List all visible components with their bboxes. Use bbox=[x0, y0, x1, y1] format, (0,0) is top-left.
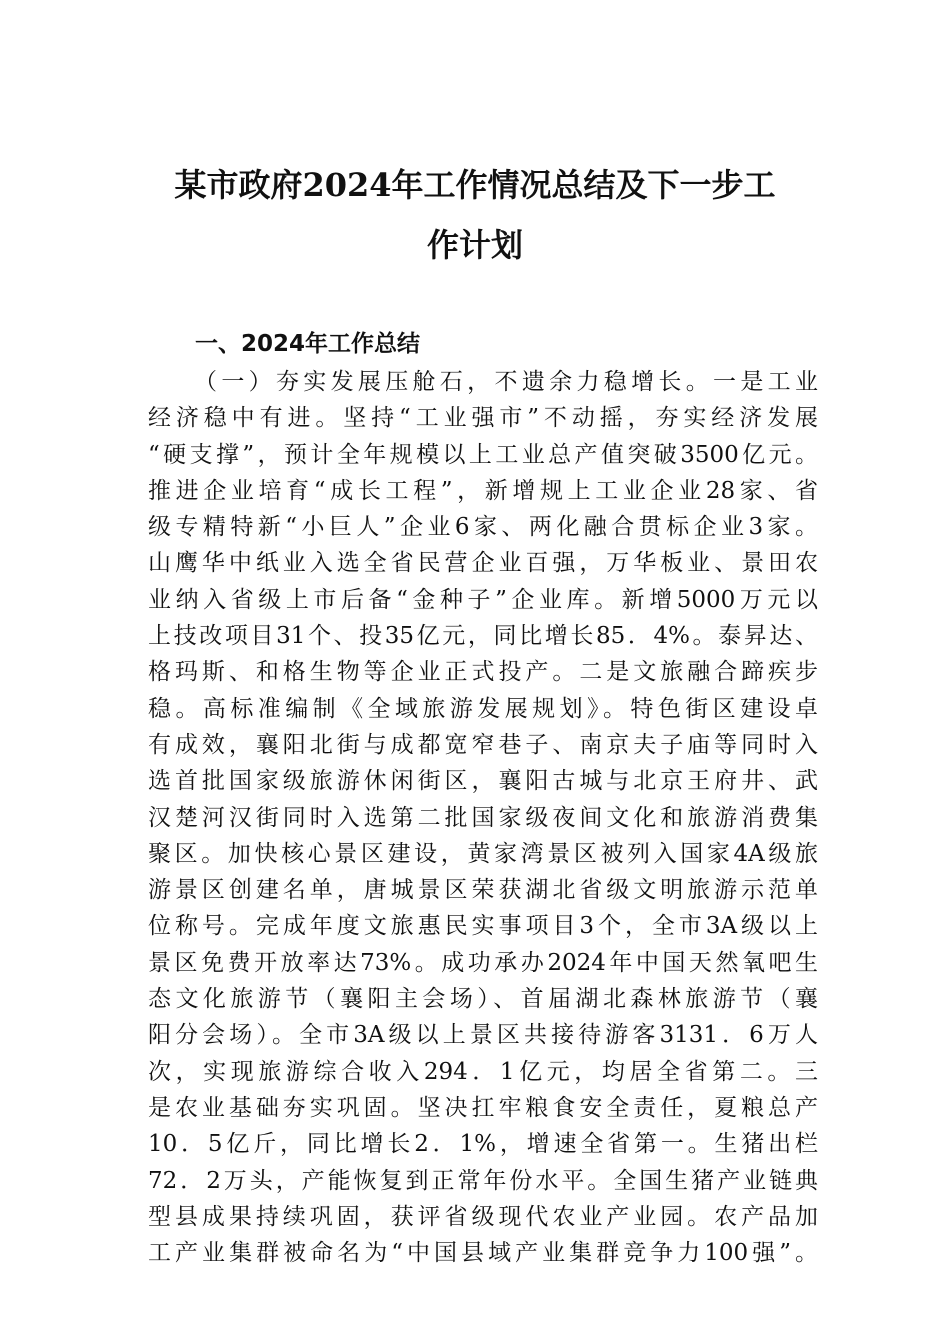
body-line: 聚区。加快核心景区建设，黄家湾景区被列入国家4A级旅 bbox=[148, 840, 818, 867]
body-line: 型县成果持续巩固，获评省级现代农业产业园。农产品加 bbox=[148, 1203, 818, 1230]
body-line: 工产业集群被命名为“中国县域产业集群竞争力100强”。 bbox=[148, 1240, 818, 1267]
body-paragraph bbox=[148, 364, 818, 1271]
body-line: 上技改项目31个、投35亿元，同比增长85．4%。泰昇达、 bbox=[148, 623, 818, 650]
body-line: 位称号。完成年度文旅惠民实事项目3个，全市3A级以上 bbox=[148, 913, 818, 940]
body-line: 选首批国家级旅游休闲街区，襄阳古城与北京王府井、武 bbox=[148, 768, 818, 795]
body-line: 10．5亿斤，同比增长2．1%，增速全省第一。生猪出栏 bbox=[148, 1131, 818, 1158]
body-line: 经济稳中有进。坚持“工业强市”不动摇，夯实经济发展 bbox=[148, 405, 818, 432]
body-line: 有成效，襄阳北街与成都宽窄巷子、南京夫子庙等同时入 bbox=[148, 731, 818, 758]
document-title bbox=[140, 155, 810, 275]
body-line: 山鹰华中纸业入选全省民营企业百强，万华板业、景田农 bbox=[148, 550, 818, 577]
document-title-line-2: 作计划 bbox=[426, 226, 523, 264]
body-line: 是农业基础夯实巩固。坚决扛牢粮食安全责任，夏粮总产 bbox=[148, 1094, 818, 1121]
body-line: 景区免费开放率达73%。成功承办2024年中国天然氧吧生 bbox=[148, 949, 818, 976]
body-line: 级专精特新“小巨人”企业6家、两化融合贯标企业3家。 bbox=[148, 514, 818, 541]
body-line: 72．2万头，产能恢复到正常年份水平。全国生猪产业链典 bbox=[148, 1167, 818, 1194]
body-line: 汉楚河汉街同时入选第二批国家级夜间文化和旅游消费集 bbox=[148, 804, 818, 831]
section-heading-work-summary: 一、2024年工作总结 bbox=[195, 331, 421, 357]
body-line: “硬支撑”，预计全年规模以上工业总产值突破3500亿元。 bbox=[148, 441, 818, 468]
body-line: 业纳入省级上市后备“金种子”企业库。新增5000万元以 bbox=[148, 586, 818, 613]
body-line: 次，实现旅游综合收入294．1亿元，均居全省第二。三 bbox=[148, 1058, 818, 1085]
body-line: 格玛斯、和格生物等企业正式投产。二是文旅融合蹄疾步 bbox=[148, 659, 818, 686]
body-line: 稳。高标准编制《全域旅游发展规划》。特色街区建设卓 bbox=[148, 695, 818, 722]
body-line: 态文化旅游节（襄阳主会场）、首届湖北森林旅游节（襄 bbox=[148, 986, 818, 1013]
document-title-line-1: 某市政府2024年工作情况总结及下一步工 bbox=[174, 166, 776, 204]
body-line: 阳分会场）。全市3A级以上景区共接待游客3131．6万人 bbox=[148, 1022, 818, 1049]
body-line: 游景区创建名单，唐城景区荣获湖北省级文明旅游示范单 bbox=[148, 877, 818, 904]
body-line: （一）夯实发展压舱石，不遗余力稳增长。一是工业 bbox=[194, 369, 818, 395]
body-line: 推进企业培育“成长工程”，新增规上工业企业28家、省 bbox=[148, 477, 818, 504]
